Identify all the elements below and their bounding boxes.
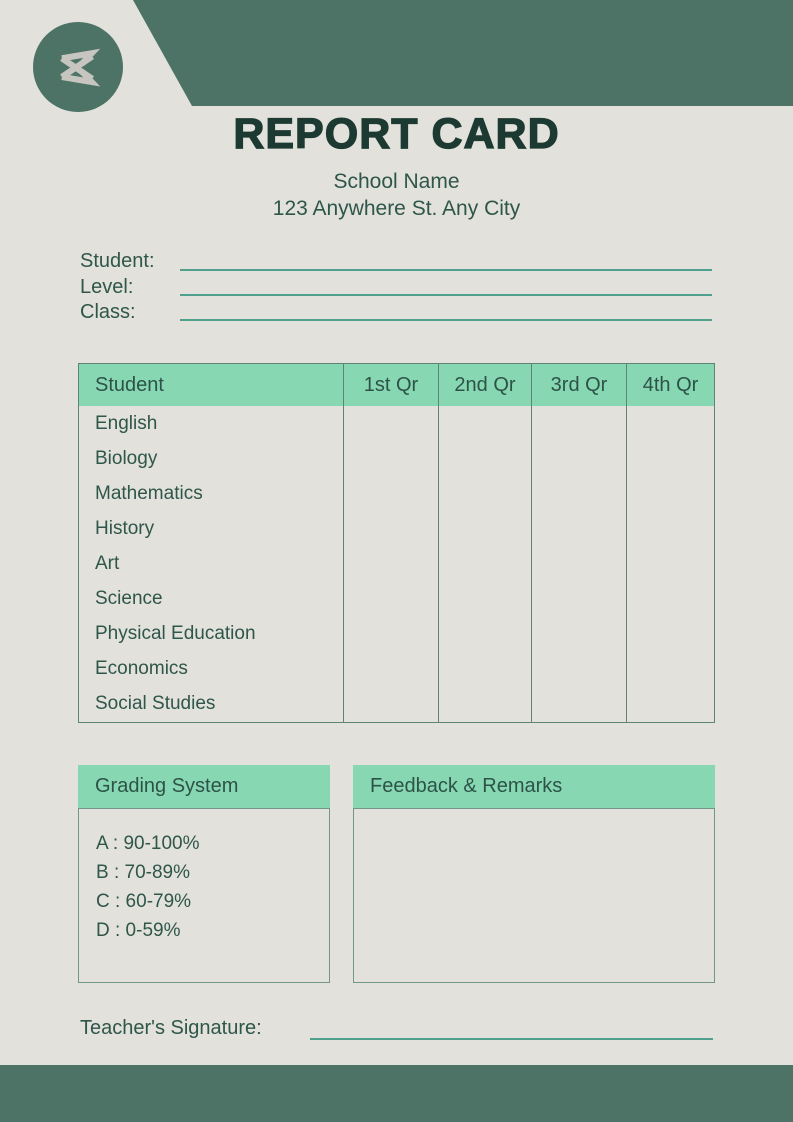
qtr4-grades-area[interactable] [627, 406, 714, 722]
page-title: REPORT CARD [233, 110, 560, 158]
qtr2-grades-area[interactable] [439, 406, 531, 722]
subject-row: Mathematics [95, 482, 203, 504]
subject-row: Physical Education [95, 623, 256, 645]
qtr1-column [343, 364, 438, 722]
footer-band [0, 1065, 793, 1122]
qtr1-grades-area[interactable] [344, 406, 438, 722]
level-field-label: Level: [80, 276, 134, 298]
subject-row: English [95, 412, 158, 434]
capcut-logo-icon [47, 36, 109, 98]
grading-scale-item: B : 70-89% [96, 862, 190, 883]
column-header-2nd-qr: 2nd Qr [439, 364, 531, 406]
grading-scale-list [79, 809, 329, 945]
grading-scale-item: A : 90-100% [96, 833, 200, 854]
grading-system-body [78, 808, 330, 983]
grading-system-header: Grading System [78, 765, 330, 808]
subjects-column [79, 364, 343, 722]
grades-table [78, 363, 715, 723]
school-name: School Name [333, 170, 460, 193]
capcut-logo [33, 22, 123, 112]
qtr3-grades-area[interactable] [532, 406, 626, 722]
student-field-line[interactable] [180, 269, 712, 271]
feedback-header: Feedback & Remarks [353, 765, 715, 808]
school-address: 123 Anywhere St. Any City [272, 197, 521, 220]
class-field-line[interactable] [180, 319, 712, 321]
teacher-signature-line[interactable] [310, 1038, 713, 1040]
teacher-signature-label: Teacher's Signature: [80, 1017, 262, 1039]
subject-row: Social Studies [95, 693, 216, 715]
class-field-label: Class: [80, 301, 136, 323]
feedback-body[interactable] [353, 808, 715, 983]
subject-row: Science [95, 588, 163, 610]
qtr4-column [626, 364, 714, 722]
qtr2-column [438, 364, 531, 722]
subjects-list [79, 406, 343, 722]
column-header-student: Student [79, 364, 343, 406]
column-header-1st-qr: 1st Qr [344, 364, 438, 406]
student-field-label: Student: [80, 250, 155, 272]
level-field-line[interactable] [180, 294, 712, 296]
subject-row: Art [95, 552, 120, 574]
subject-row: History [95, 517, 155, 539]
column-header-3rd-qr: 3rd Qr [532, 364, 626, 406]
subject-row: Economics [95, 658, 188, 680]
grading-scale-item: C : 60-79% [96, 891, 192, 912]
grading-scale-item: D : 0-59% [96, 920, 181, 941]
qtr3-column [531, 364, 626, 722]
subject-row: Biology [95, 447, 158, 469]
column-header-4th-qr: 4th Qr [627, 364, 714, 406]
